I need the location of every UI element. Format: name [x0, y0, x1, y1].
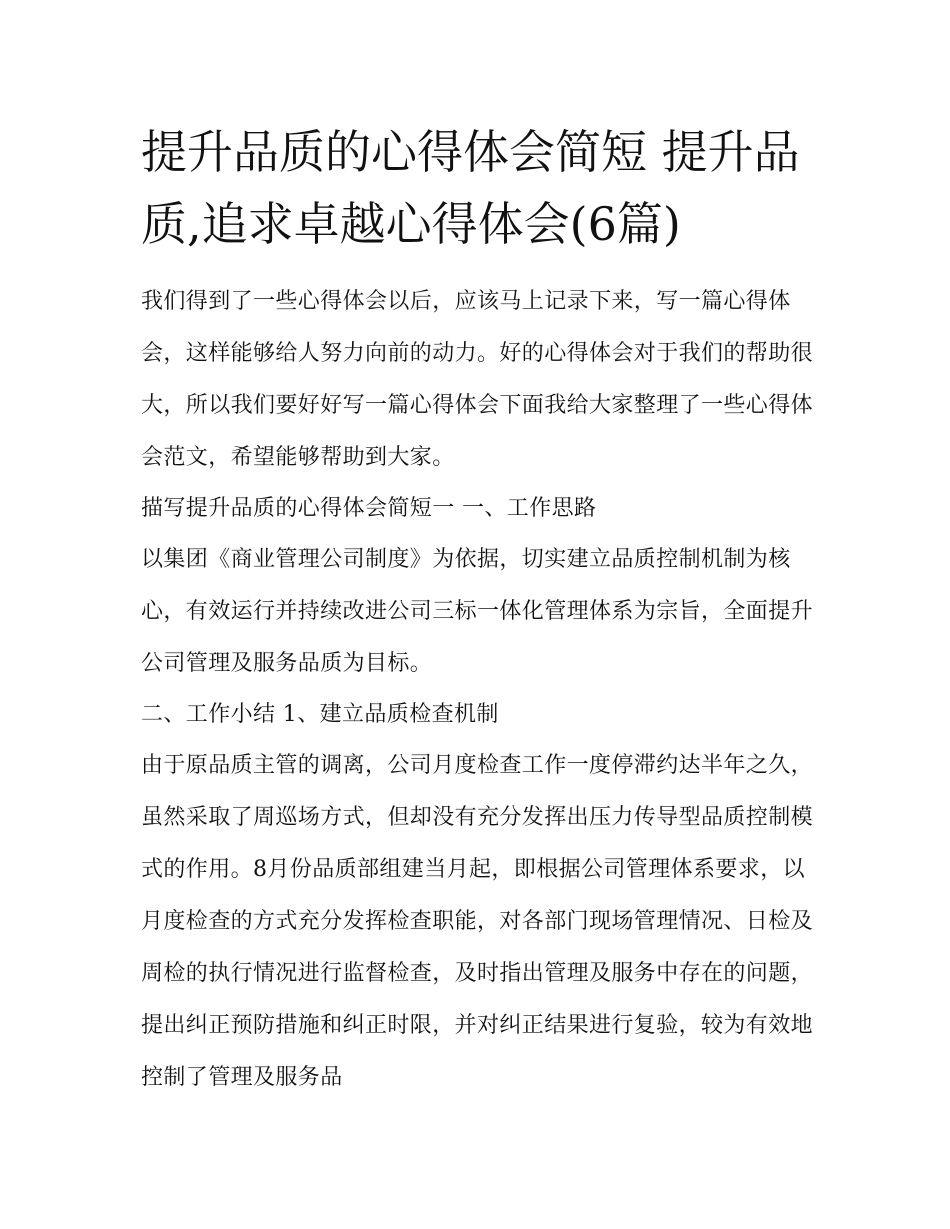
section-heading-work-summary: 二、工作小结 1、建立品质检查机制 [141, 702, 499, 727]
document-body [141, 276, 821, 1104]
work-summary-paragraph: 由于原品质主管的调离，公司月度检查工作一度停滞约达半年之久，虽然采取了周巡场方式，但却没有充分发挥出压力传导型品质控制模式的作用。8月份品质部组建当月起，即根据公司管理体系要求，以月度检查的方式充分发挥检查职能，对各部门现场管理情况、日检及周检的执行情况进行监督检查，及时指出管理及服务中存在的问题，提出纠正预防措施和纠正时限，并对纠正结果进行复验，较为有效地控制了管理及服务品 [141, 753, 814, 1090]
document-title: 提升品质的心得体会简短 提升品质,追求卓越心得体会(6篇) [141, 125, 800, 251]
intro-paragraph: 我们得到了一些心得体会以后，应该马上记录下来，写一篇心得体会，这样能够给人努力向前的动力。好的心得体会对于我们的帮助很大，所以我们要好好写一篇心得体会下面我给大家整理了一些心得体会范文，希望能够帮助到大家。 [141, 289, 814, 470]
section-heading-work-approach: 描写提升品质的心得体会简短一 一、工作思路 [141, 496, 597, 521]
work-approach-paragraph: 以集团《商业管理公司制度》为依据，切实建立品质控制机制为核心，有效运行并持续改进公司三标一体化管理体系为宗旨，全面提升公司管理及服务品质为目标。 [141, 547, 814, 676]
